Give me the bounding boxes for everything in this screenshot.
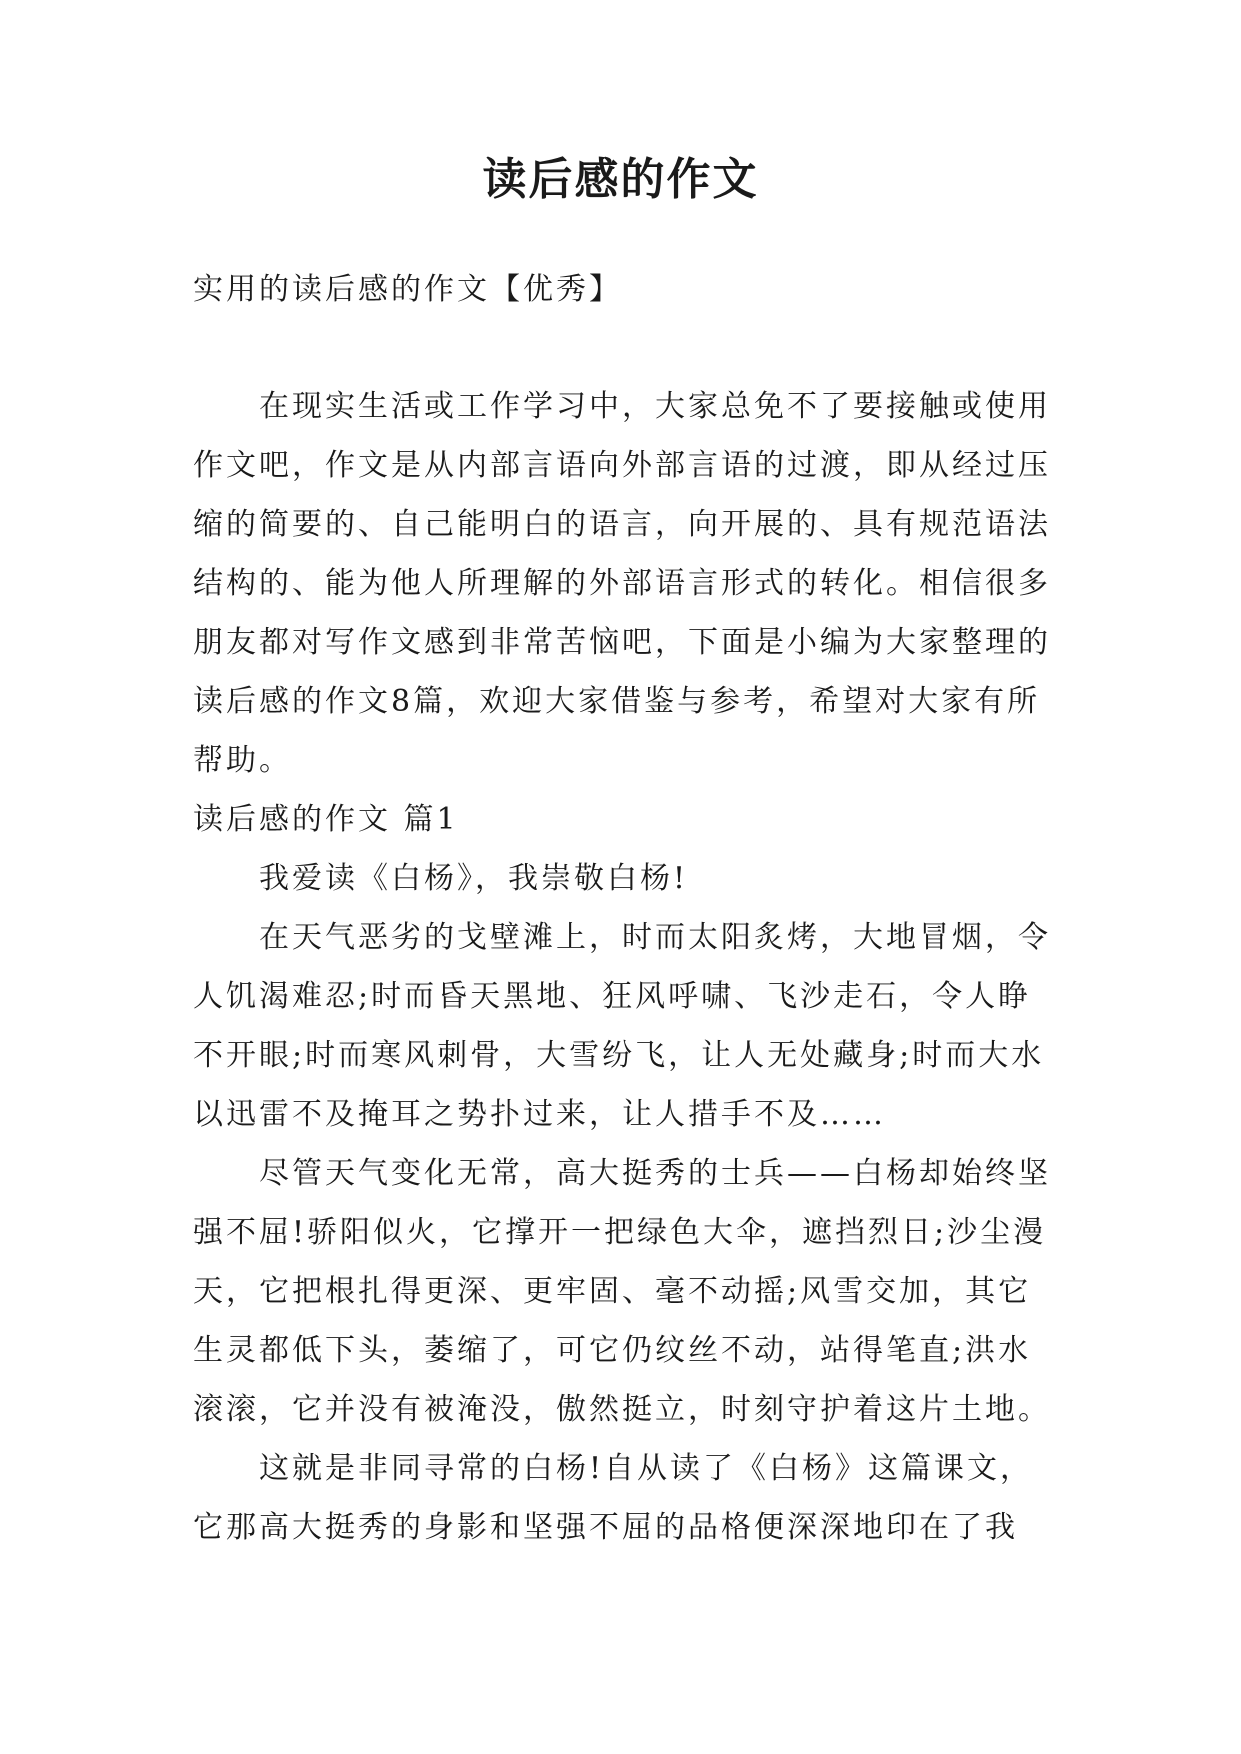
intro-paragraph: 在现实生活或工作学习中，大家总免不了要接触或使用作文吧，作文是从内部言语向外部言语的过渡，即从经过压缩的简要的、自己能明白的语言，向开展的、具有规范语法结构的、能为他人所理解的外部语言形式的转化。相信很多朋友都对写作文感到非常苦恼吧，下面是小编为大家整理的读后感的作文8篇，欢迎大家借鉴与参考，希望对大家有所帮助。: [193, 389, 1051, 778]
body-paragraph: 这就是非同寻常的白杨!自从读了《白杨》这篇课文，它那高大挺秀的身影和坚强不屈的品格便深深地印在了我: [193, 1451, 1034, 1545]
body-paragraph: 尽管天气变化无常，高大挺秀的士兵——白杨却始终坚强不屈!骄阳似火，它撑开一把绿色大伞，遮挡烈日;沙尘漫天，它把根扎得更深、更牢固、毫不动摇;风雪交加，其它生灵都低下头，萎缩了，可它仍纹丝不动，站得笔直;洪水滚滚，它并没有被淹没，傲然挺立，时刻守护着这片土地。: [193, 1156, 1051, 1427]
document-subtitle: 实用的读后感的作文【优秀】: [193, 272, 622, 307]
document-body: [193, 260, 1055, 1557]
body-paragraph: 我爱读《白杨》，我崇敬白杨!: [259, 861, 689, 896]
section-heading: 读后感的作文 篇1: [193, 802, 459, 837]
document-title: 读后感的作文: [482, 154, 759, 205]
body-paragraph: 在天气恶劣的戈壁滩上，时而太阳炙烤，大地冒烟，令人饥渴难忍;时而昏天黑地、狂风呼啸、飞沙走石，令人睁不开眼;时而寒风刺骨，大雪纷飞，让人无处藏身;时而大水以迅雷不及掩耳之势扑过来，让人措手不及……: [193, 920, 1051, 1132]
